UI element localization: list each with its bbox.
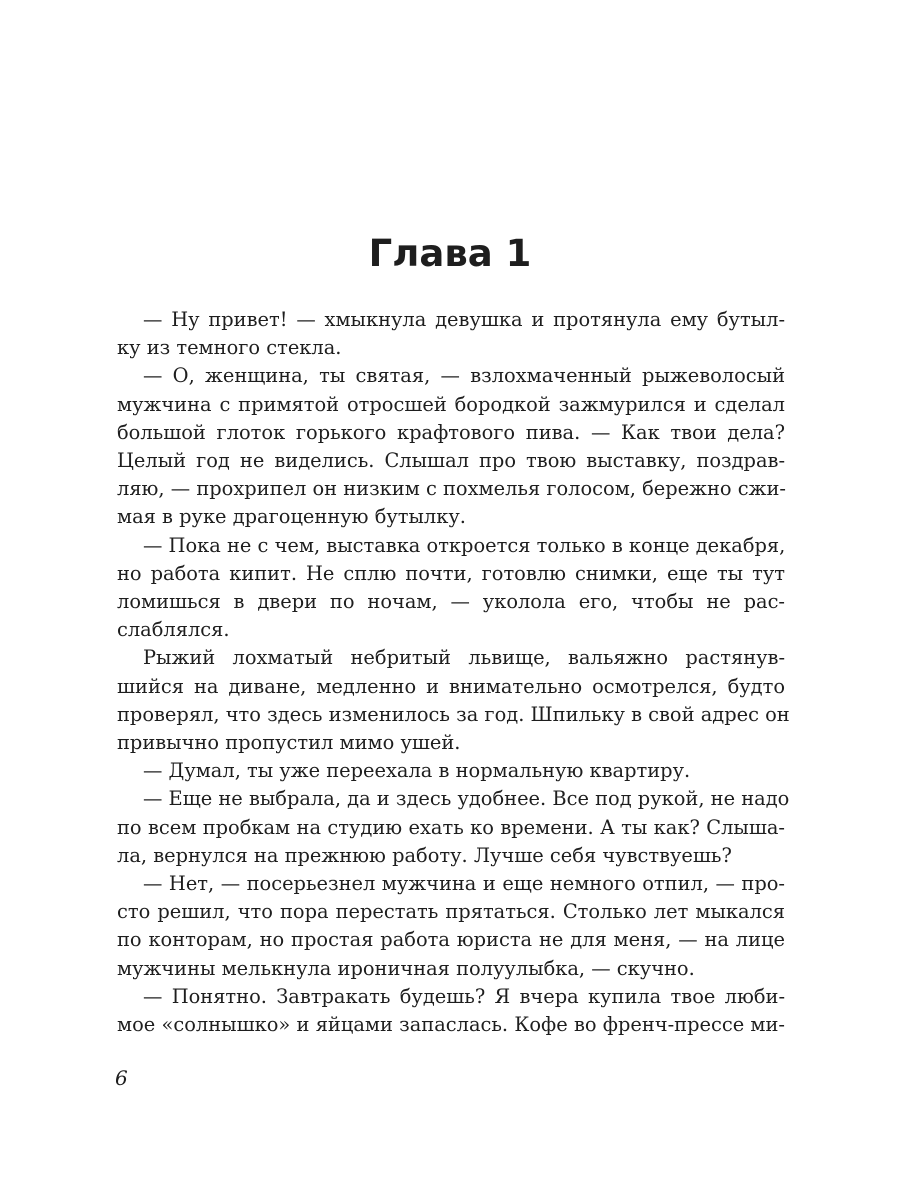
text-line: но работа кипит. Не сплю почти, готовлю снимки, еще ты тут: [117, 561, 785, 585]
text-line: проверял, что здесь изменилось за год. Шпильку в свой адрес он: [117, 702, 790, 726]
text-line: — Пока не с чем, выставка откроется только в конце декабря,: [143, 533, 786, 557]
text-line: Целый год не виделись. Слышал про твою выставку, поздрав-: [117, 449, 785, 473]
chapter-title: Глава 1: [368, 232, 532, 275]
text-line: ку из темного стекла.: [117, 336, 342, 360]
text-line: привычно пропустил мимо ушей.: [117, 731, 461, 755]
text-line: — О, женщина, ты святая, — взлохмаченный рыжеволосый: [143, 364, 785, 388]
text-line: ляю, — прохрипел он низким с похмелья голосом, бережно сжи-: [117, 477, 786, 501]
text-line: большой глоток горького крафтового пива. — Как твои дела?: [117, 420, 785, 444]
page-number: 6: [115, 1066, 128, 1090]
chapter-body-text: [117, 306, 790, 1039]
text-line: — Нет, — посерьезнел мужчина и еще немного отпил, — про-: [143, 872, 785, 896]
text-line: шийся на диване, медленно и внимательно осмотрелся, будто: [117, 674, 785, 698]
text-line: мужчина с примятой отросшей бородкой зажмурился и сделал: [117, 392, 785, 416]
text-line: — Думал, ты уже переехала в нормальную квартиру.: [143, 759, 691, 783]
text-line: Рыжий лохматый небритый львище, вальяжно растянув-: [143, 646, 785, 670]
text-line: мая в руке драгоценную бутылку.: [117, 505, 466, 529]
text-line: сто решил, что пора перестать прятаться. Столько лет мыкался: [117, 900, 785, 924]
text-line: — Понятно. Завтракать будешь? Я вчера купила твое люби-: [143, 984, 785, 1008]
text-line: по всем пробкам на студию ехать ко времени. А ты как? Слыша-: [117, 815, 785, 839]
text-line: мужчины мелькнула ироничная полуулыбка, — скучно.: [117, 956, 695, 980]
text-line: ломишься в двери по ночам, — уколола его, чтобы не рас-: [117, 590, 785, 614]
text-line: ла, вернулся на прежнюю работу. Лучше себя чувствуешь?: [117, 843, 732, 867]
text-line: слаблялся.: [117, 618, 230, 642]
text-line: по конторам, но простая работа юриста не для меня, — на лице: [117, 928, 785, 952]
text-line: — Ну привет! — хмыкнула девушка и протянула ему бутыл-: [143, 308, 785, 331]
text-line: — Еще не выбрала, да и здесь удобнее. Все под рукой, не надо: [143, 787, 790, 811]
text-line: мое «солнышко» и яйцами запаслась. Кофе во френч-прессе ми-: [117, 1013, 785, 1037]
